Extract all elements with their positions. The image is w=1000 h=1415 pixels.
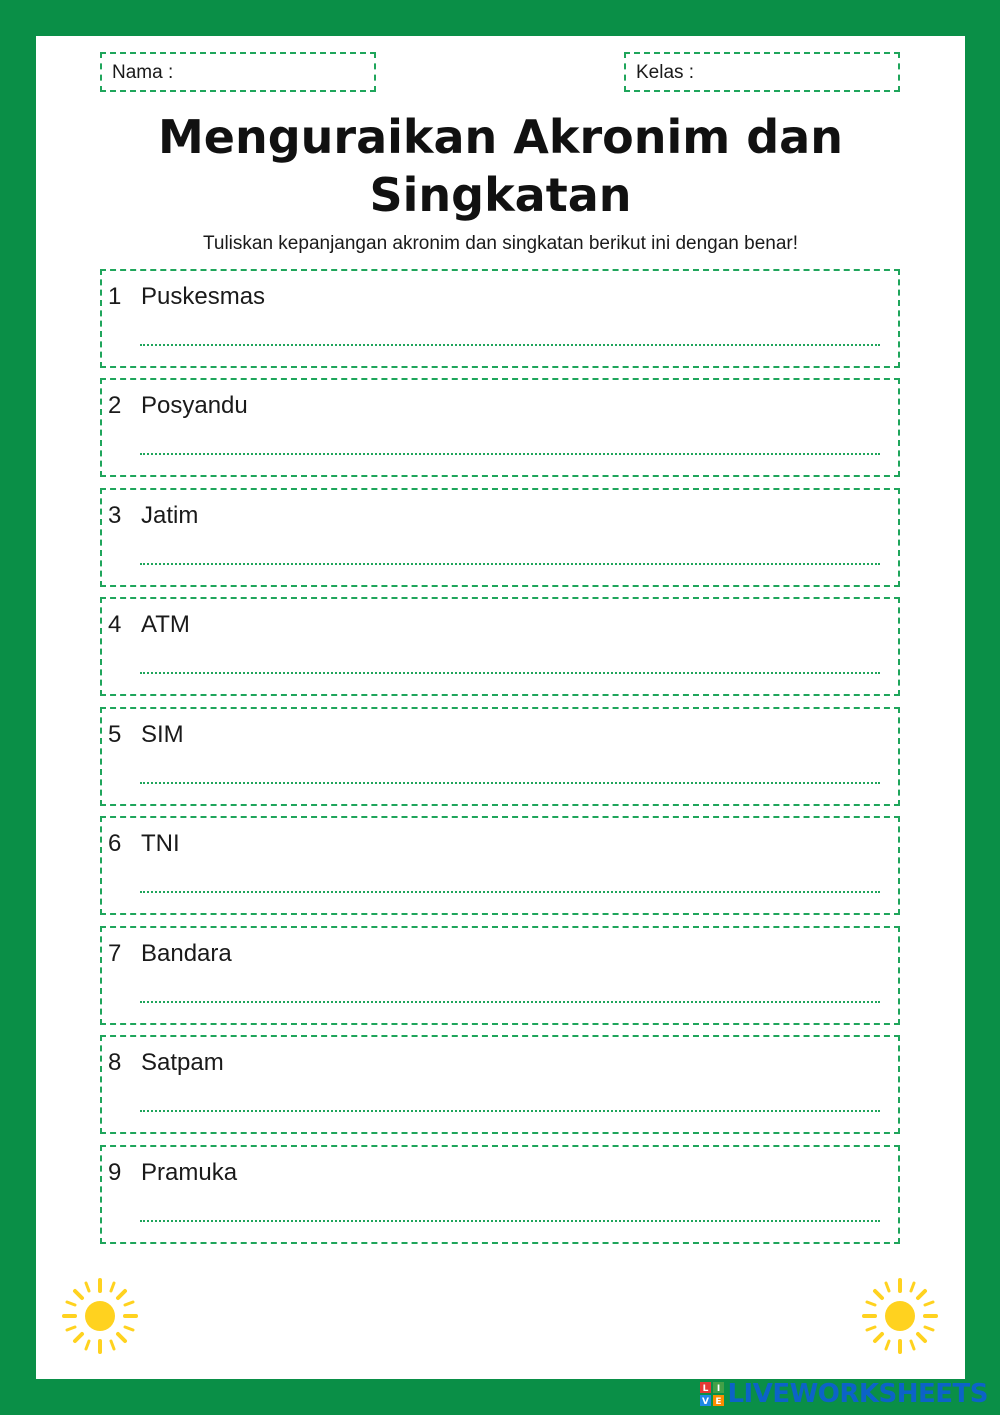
instruction-text: Tuliskan kepanjangan akronim dan singkatan berikut ini dengan benar! <box>202 233 799 254</box>
logo-letter: V <box>702 1397 710 1406</box>
answer-line[interactable] <box>140 1110 880 1112</box>
answer-line[interactable] <box>140 672 880 674</box>
question-number: 9 <box>108 1159 122 1186</box>
question-box-2 <box>100 378 900 477</box>
question-number: 1 <box>108 283 122 310</box>
question-word: Bandara <box>141 940 232 967</box>
logo-letter: L <box>703 1384 709 1394</box>
question-box-9 <box>100 1145 900 1244</box>
logo-letter: I <box>717 1384 721 1394</box>
question-box-1 <box>100 269 900 368</box>
liveworksheets-watermark[interactable] <box>700 1379 988 1409</box>
question-word: Jatim <box>141 502 199 529</box>
question-number: 5 <box>108 721 122 748</box>
answer-line[interactable] <box>140 891 880 893</box>
question-box-4 <box>100 597 900 696</box>
question-box-7 <box>100 926 900 1025</box>
page-title <box>36 108 965 224</box>
question-box-3 <box>100 488 900 587</box>
answer-line[interactable] <box>140 453 880 455</box>
answer-line[interactable] <box>140 563 880 565</box>
question-word: Satpam <box>141 1049 224 1076</box>
question-word: Posyandu <box>141 392 248 419</box>
question-number: 7 <box>108 940 122 967</box>
answer-line[interactable] <box>140 1001 880 1003</box>
question-word: SIM <box>141 721 184 748</box>
title-line-1: Menguraikan Akronim dan <box>158 110 843 164</box>
question-word: Pramuka <box>141 1159 238 1186</box>
question-word: TNI <box>141 830 180 857</box>
question-box-5 <box>100 707 900 806</box>
class-label: Kelas : <box>636 62 695 83</box>
question-word: Puskesmas <box>141 283 266 310</box>
answer-line[interactable] <box>140 782 880 784</box>
answer-line[interactable] <box>140 344 880 346</box>
watermark-text: LIVEWORKSHEETS <box>727 1379 988 1409</box>
sun-icon <box>860 1276 940 1356</box>
question-number: 8 <box>108 1049 122 1076</box>
title-line-2: Singkatan <box>369 168 632 222</box>
question-word: ATM <box>141 611 190 638</box>
question-number: 2 <box>108 392 122 419</box>
question-box-8 <box>100 1035 900 1134</box>
answer-line[interactable] <box>140 1220 880 1222</box>
sun-icon <box>60 1276 140 1356</box>
question-number: 3 <box>108 502 122 529</box>
worksheet-page <box>36 36 965 1379</box>
logo-letter: E <box>715 1397 723 1406</box>
question-box-6 <box>100 816 900 915</box>
question-number: 4 <box>108 611 122 638</box>
class-field[interactable] <box>624 52 900 92</box>
name-field[interactable] <box>100 52 376 92</box>
question-number: 6 <box>108 830 122 857</box>
liveworksheets-logo-icon <box>700 1382 724 1406</box>
name-label: Nama : <box>112 62 174 83</box>
